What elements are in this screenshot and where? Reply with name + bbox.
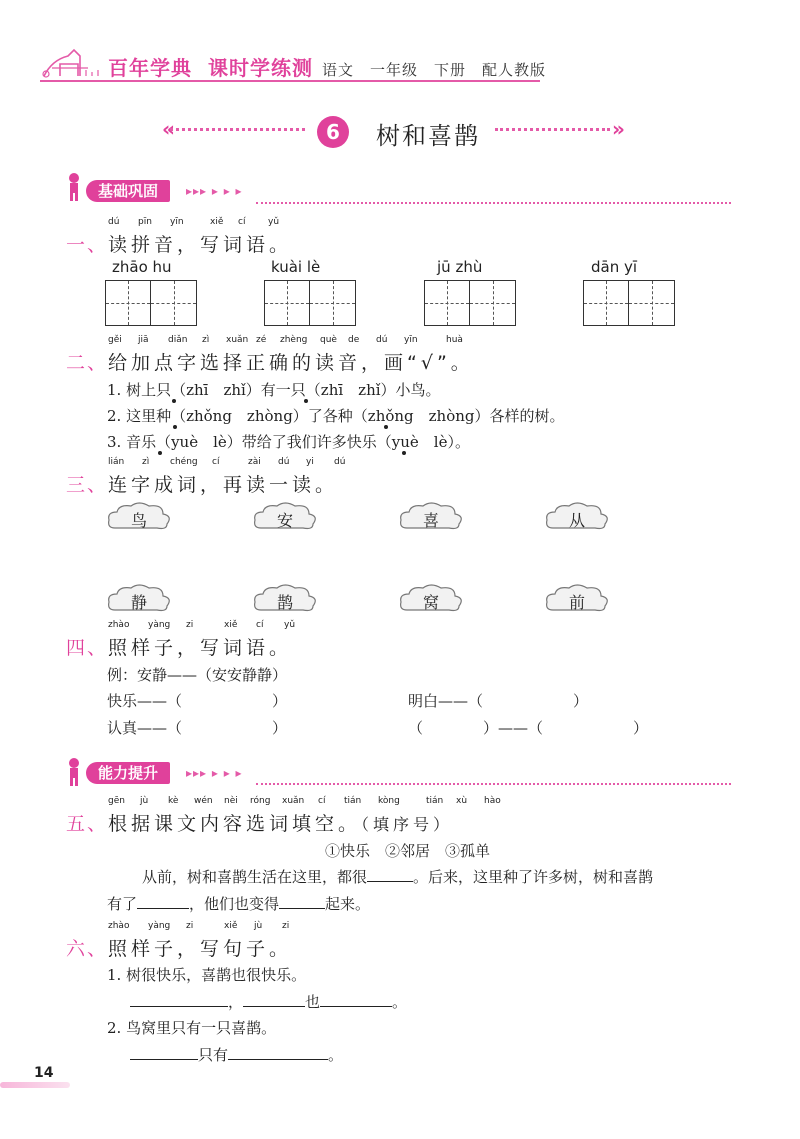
cloud-char-bottom-3[interactable]: 窝: [397, 582, 465, 620]
q2-item-2: 2. 这里种（zhǒng zhòng）了各种（zhǒng zhòng）各样的树。: [107, 407, 565, 425]
q5-paragraph-line2: 有了 ，他们也变得 起来。: [107, 895, 371, 913]
section-banner-advanced: 能力提升: [86, 762, 170, 784]
q3-pinyin: lián zì chéng cí zài dú yi dú: [108, 457, 346, 467]
writing-grid-2[interactable]: [264, 280, 356, 326]
page-number-bar: [0, 1082, 70, 1088]
brand-title: 百年学典 课时学练测: [108, 56, 313, 80]
q6-instruction: 照样子，写句子。: [108, 938, 293, 960]
writing-grid-4[interactable]: [583, 280, 675, 326]
cloud-char-bottom-2[interactable]: 鹊: [251, 582, 319, 620]
banner-arrows-icon: ▸▸▸ ▸ ▸ ▸: [186, 766, 243, 780]
girl-mascot-icon: [66, 172, 82, 202]
q2-pinyin: gěi jiā diǎn zì xuǎn zé zhèng què de dú yīn huà: [108, 335, 463, 345]
lesson-number: 6: [317, 116, 349, 148]
pinyin-word-1: zhāo hu: [112, 258, 172, 276]
writing-grid-1[interactable]: [105, 280, 197, 326]
sentence-blank[interactable]: [130, 1059, 198, 1060]
emphasis-dot: [304, 399, 308, 403]
q6-pinyin: zhào yàng zi xiě jù zi: [108, 921, 290, 931]
q4-row1-a[interactable]: 快乐——（ ）: [107, 692, 288, 710]
q4-instruction: 照样子，写词语。: [108, 637, 293, 659]
emphasis-dot: [173, 425, 177, 429]
q6-example-1: 1. 树很快乐，喜鹊也很快乐。: [107, 966, 307, 984]
banner-arrows-icon: ▸▸▸ ▸ ▸ ▸: [186, 184, 243, 198]
writing-grid-3[interactable]: [424, 280, 516, 326]
sentence-blank[interactable]: [243, 1006, 305, 1007]
section-divider: [256, 202, 731, 204]
cloud-char-top-3[interactable]: 喜: [397, 500, 465, 538]
q2-instruction: 给加点字选择正确的读音，画“√”。: [108, 352, 474, 374]
page-number: 14: [34, 1065, 54, 1081]
q3-instruction: 连字成词，再读一读。: [108, 474, 339, 496]
pinyin-word-3: jū zhù: [437, 258, 483, 276]
emphasis-dot: [172, 399, 176, 403]
lesson-title: 树和喜鹊: [376, 122, 480, 150]
girl-mascot-icon: [66, 757, 82, 787]
q2-item-3: 3. 音乐（yuè lè）带给了我们许多快乐（yuè lè）。: [107, 433, 470, 451]
cloud-char-bottom-1[interactable]: 静: [105, 582, 173, 620]
q4-row1-b[interactable]: 明白——（ ）: [408, 692, 589, 710]
fill-blank-1[interactable]: [367, 881, 413, 882]
chevron-right-icon: »: [612, 117, 625, 141]
q4-row2-a[interactable]: 认真——（ ）: [107, 719, 288, 737]
q2-number: 二、: [66, 352, 109, 374]
pinyin-word-2: kuài lè: [271, 258, 321, 276]
fill-blank-3[interactable]: [279, 908, 325, 909]
q5-instruction: 根据课文内容选词填空。（填序号）: [108, 813, 454, 835]
pinyin-word-4: dān yī: [591, 258, 638, 276]
fill-blank-2[interactable]: [137, 908, 189, 909]
q6-answer-2: 只有 。: [130, 1044, 343, 1065]
house-logo-icon: [38, 46, 108, 82]
chevron-left-icon: «: [162, 117, 175, 141]
q5-options: ①快乐 ②邻居 ③孤单: [325, 842, 491, 860]
cloud-char-top-1[interactable]: 鸟: [105, 500, 173, 538]
cloud-char-top-2[interactable]: 安: [251, 500, 319, 538]
q1-pinyin: dú pīn yīn xiě cí yǔ: [108, 217, 280, 227]
q5-number: 五、: [66, 813, 109, 835]
cloud-char-top-4[interactable]: 从: [543, 500, 611, 538]
book-info: 语文 一年级 下册 配人教版: [322, 61, 547, 79]
q4-example: 例：安静——（安安静静）: [107, 666, 288, 684]
cloud-char-bottom-4[interactable]: 前: [543, 582, 611, 620]
q1-instruction: 读拼音，写词语。: [108, 234, 293, 256]
section-divider: [256, 783, 731, 785]
q1-number: 一、: [66, 234, 109, 256]
sentence-blank[interactable]: [130, 1006, 228, 1007]
q6-number: 六、: [66, 938, 109, 960]
q4-number: 四、: [66, 637, 109, 659]
section-banner-basic: 基础巩固: [86, 180, 170, 202]
q5-paragraph-line1: 从前，树和喜鹊生活在这里，都很 。后来，这里种了许多树，树和喜鹊: [142, 868, 654, 886]
q2-item-1: 1. 树上只（zhī zhǐ）有一只（zhī zhǐ）小鸟。: [107, 381, 441, 399]
title-dots-right: [495, 128, 610, 131]
header-divider: [40, 80, 540, 82]
q4-pinyin: zhào yàng zi xiě cí yǔ: [108, 620, 296, 630]
q6-example-2: 2. 鸟窝里只有一只喜鹊。: [107, 1019, 277, 1037]
q3-number: 三、: [66, 474, 109, 496]
sentence-blank[interactable]: [228, 1059, 328, 1060]
title-dots-left: [170, 128, 305, 131]
emphasis-dot: [158, 451, 162, 455]
q6-answer-1: ， 也 。: [130, 991, 407, 1012]
q5-pinyin: gēn jù kè wén nèi róng xuǎn cí tián kòng tián xù hào: [108, 796, 501, 806]
q4-row2-b[interactable]: （ ）——（ ）: [408, 719, 649, 737]
emphasis-dot: [402, 451, 406, 455]
emphasis-dot: [384, 425, 388, 429]
sentence-blank[interactable]: [320, 1006, 392, 1007]
